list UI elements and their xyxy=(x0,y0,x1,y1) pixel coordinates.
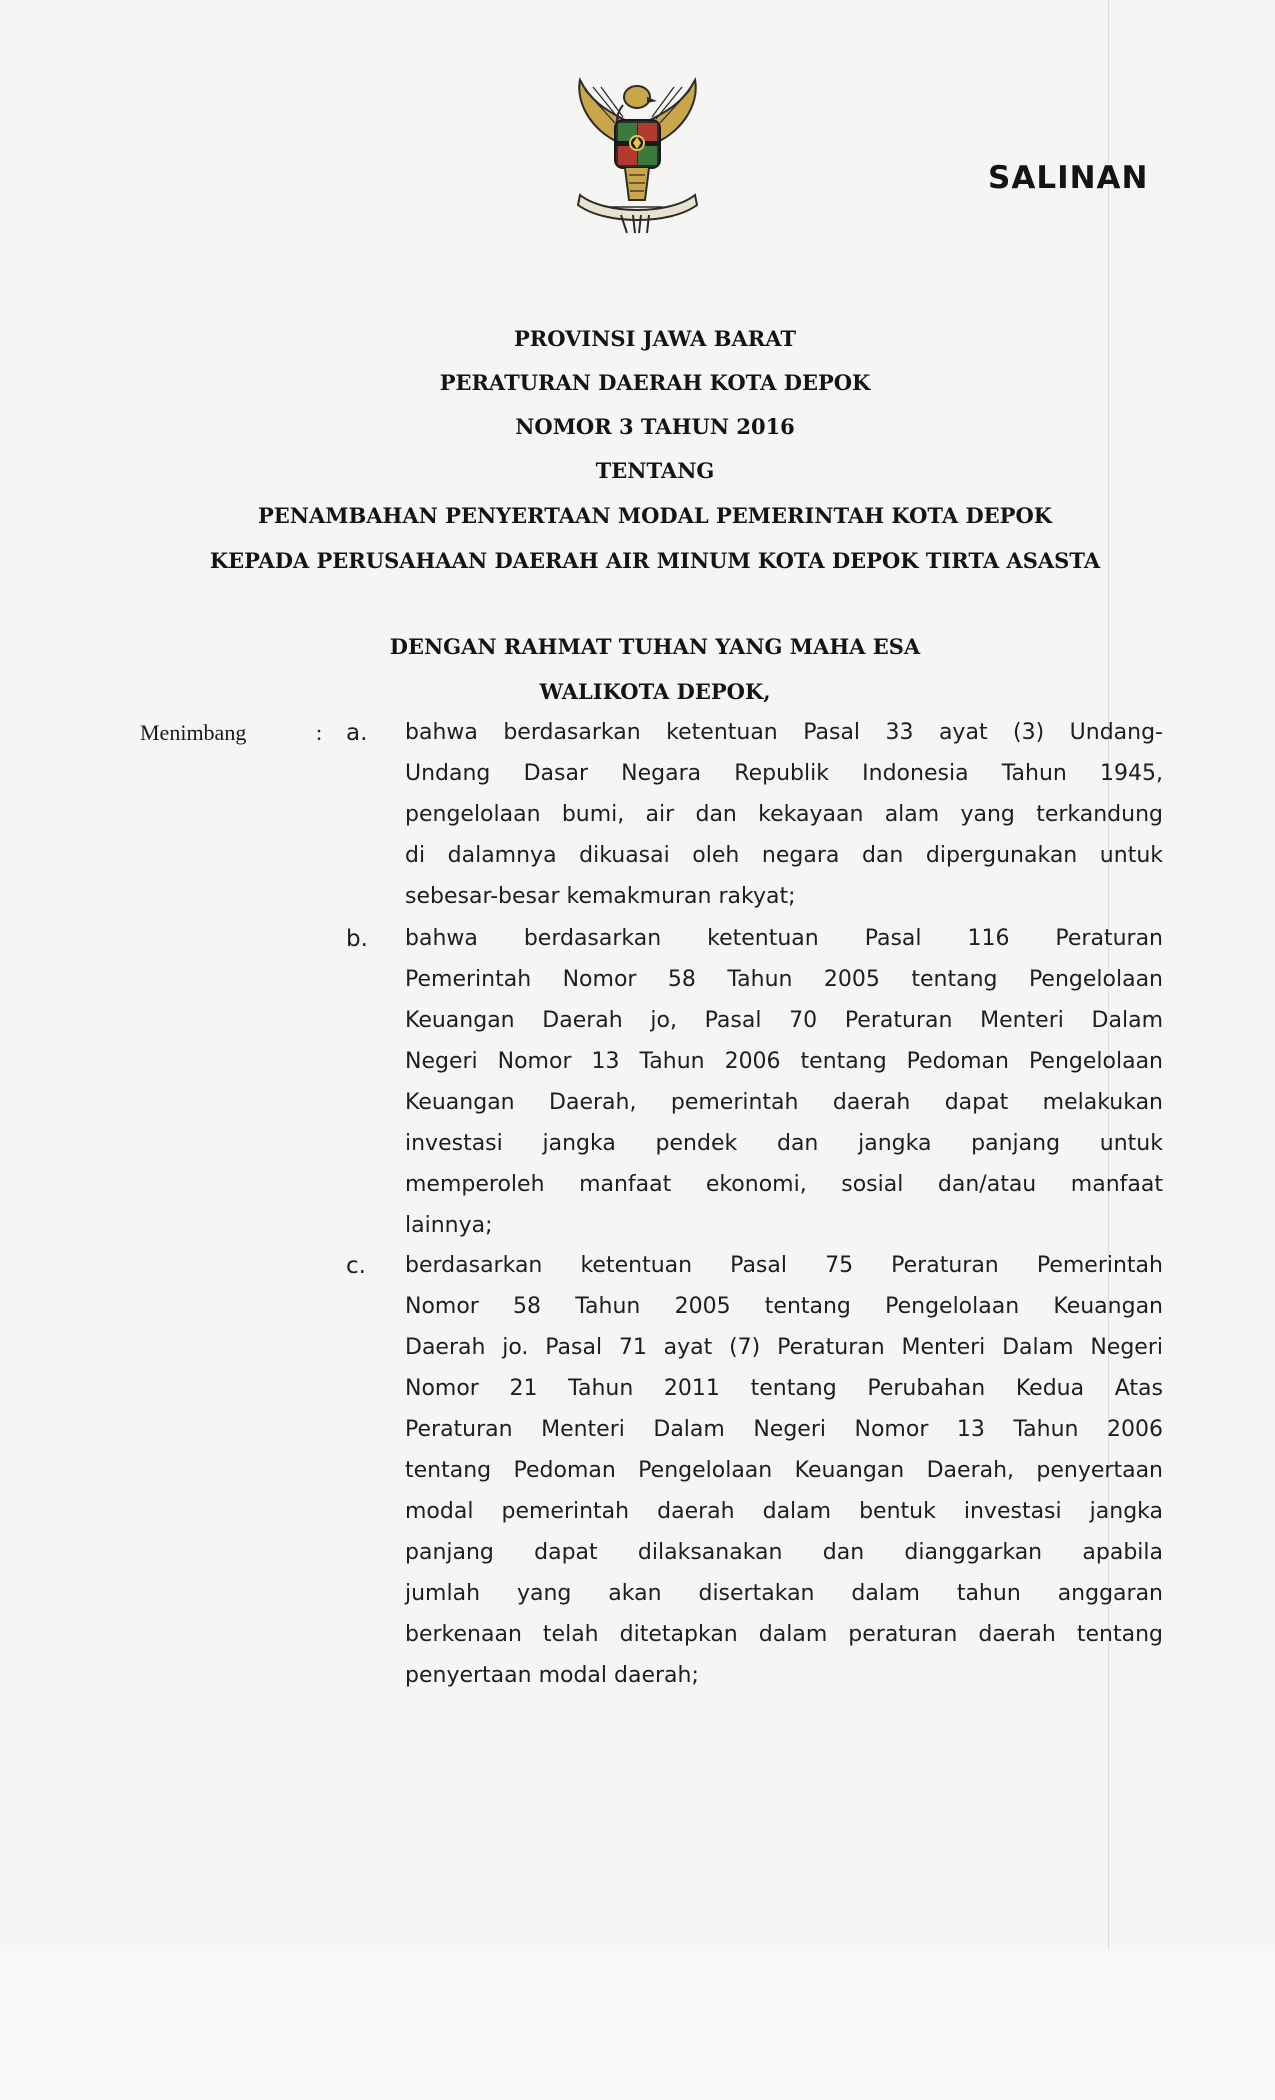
item-letter: b. xyxy=(346,926,368,952)
item-text-line: panjang dapat dilaksanakan dan dianggarkan apabila xyxy=(405,1540,1163,1565)
preamble-mayor: WALIKOTA DEPOK, xyxy=(539,679,771,704)
item-text-line: Peraturan Menteri Dalam Negeri Nomor 13 Tahun 2006 xyxy=(405,1417,1163,1442)
item-text-line: penyertaan modal daerah; xyxy=(405,1663,699,1688)
item-text-line: jumlah yang akan disertakan dalam tahun anggaran xyxy=(405,1581,1163,1606)
header-province: PROVINSI JAWA BARAT xyxy=(513,326,797,351)
item-text-line: pengelolaan bumi, air dan kekayaan alam yang terkandung xyxy=(405,802,1163,827)
item-text-line: di dalamnya dikuasai oleh negara dan dipergunakan untuk xyxy=(405,843,1163,868)
item-text-line: Keuangan Daerah jo, Pasal 70 Peraturan Menteri Dalam xyxy=(405,1008,1163,1033)
header-subject-line-2: KEPADA PERUSAHAAN DAERAH AIR MINUM KOTA DEPOK TIRTA ASASTA xyxy=(209,548,1101,573)
menimbang-colon: : xyxy=(316,720,323,745)
item-text-line: investasi jangka pendek dan jangka panjang untuk xyxy=(405,1131,1163,1156)
item-text-line: memperoleh manfaat ekonomi, sosial dan/atau manfaat xyxy=(405,1172,1163,1197)
salinan-stamp: SALINAN xyxy=(988,160,1149,196)
item-text-line: Nomor 21 Tahun 2011 tentang Perubahan Kedua Atas xyxy=(405,1376,1163,1401)
item-letter: a. xyxy=(346,720,368,746)
header-number: NOMOR 3 TAHUN 2016 xyxy=(515,414,795,439)
item-text-line: Undang Dasar Negara Republik Indonesia Tahun 1945, xyxy=(405,761,1163,786)
item-text-line: tentang Pedoman Pengelolaan Keuangan Daerah, penyertaan xyxy=(405,1458,1163,1483)
item-text-line: berdasarkan ketentuan Pasal 75 Peraturan Pemerintah xyxy=(405,1253,1163,1278)
garuda-emblem-icon xyxy=(555,75,720,235)
page-bottom-margin xyxy=(0,1945,1275,2100)
item-text-line: sebesar-besar kemakmuran rakyat; xyxy=(405,884,796,909)
item-text-line: Negeri Nomor 13 Tahun 2006 tentang Pedoman Pengelolaan xyxy=(405,1049,1163,1074)
item-text-line: modal pemerintah daerah dalam bentuk investasi jangka xyxy=(405,1499,1163,1524)
item-text-line: berkenaan telah ditetapkan dalam peraturan daerah tentang xyxy=(405,1622,1163,1647)
preamble-blessing: DENGAN RAHMAT TUHAN YANG MAHA ESA xyxy=(389,634,921,659)
header-subject-line-1: PENAMBAHAN PENYERTAAN MODAL PEMERINTAH KOTA DEPOK xyxy=(257,503,1053,528)
item-text-line: Pemerintah Nomor 58 Tahun 2005 tentang Pengelolaan xyxy=(405,967,1163,992)
header-tentang: TENTANG xyxy=(595,458,715,483)
menimbang-label: Menimbang xyxy=(140,720,247,745)
item-text-line: bahwa berdasarkan ketentuan Pasal 33 ayat (3) Undang- xyxy=(405,720,1163,745)
item-text-line: Keuangan Daerah, pemerintah daerah dapat melakukan xyxy=(405,1090,1163,1115)
item-text-line: bahwa berdasarkan ketentuan Pasal 116 Peraturan xyxy=(405,926,1163,951)
header-regulation-title: PERATURAN DAERAH KOTA DEPOK xyxy=(439,370,871,395)
item-text-line: lainnya; xyxy=(405,1213,493,1238)
item-text-line: Daerah jo. Pasal 71 ayat (7) Peraturan Menteri Dalam Negeri xyxy=(405,1335,1163,1360)
item-letter: c. xyxy=(346,1253,366,1279)
item-text-line: Nomor 58 Tahun 2005 tentang Pengelolaan Keuangan xyxy=(405,1294,1163,1319)
